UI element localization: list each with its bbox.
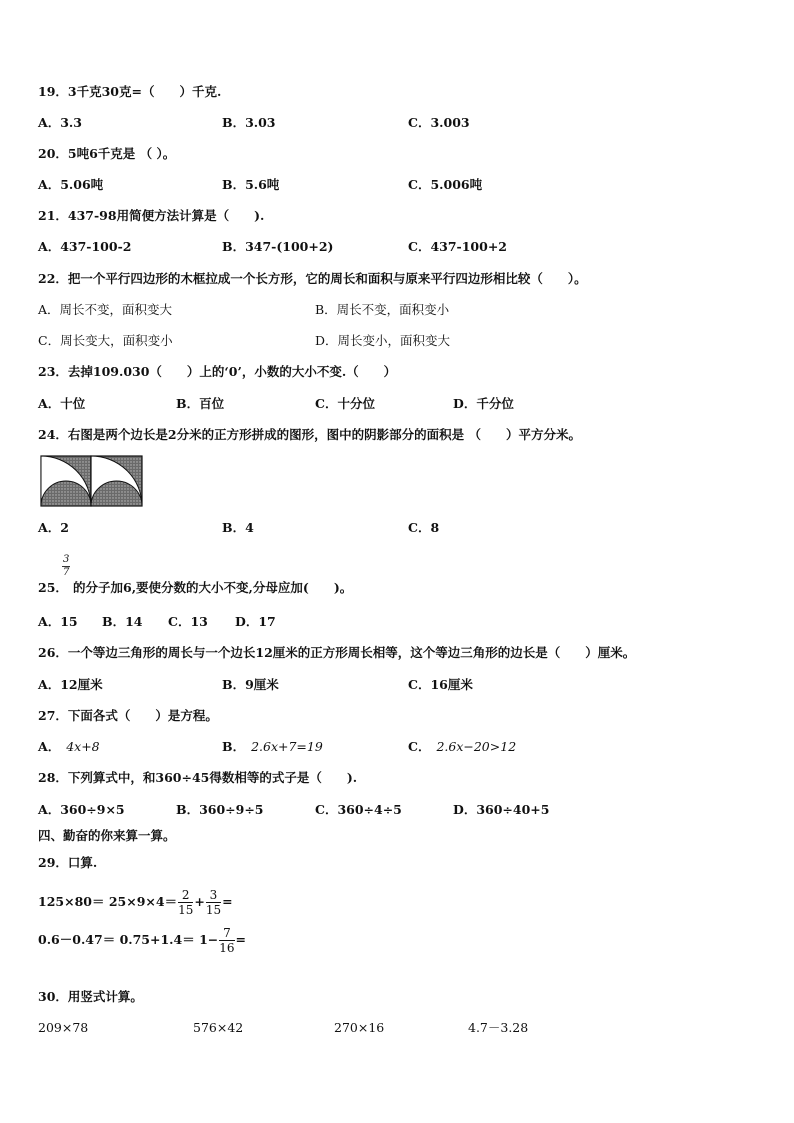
q29-row-2 (38, 925, 246, 955)
question-28-stem: 28．下列算式中，和360÷45得数相等的式子是（ ). (38, 770, 358, 785)
q29-fraction-1-numerator: 2 (178, 888, 193, 903)
q27-option-a (38, 739, 100, 755)
q28-option-b: B．360÷9÷5 (176, 802, 264, 817)
q29-fraction-2-numerator: 3 (206, 888, 221, 903)
q25-option-b: B．14 (102, 614, 143, 629)
question-20-stem: 20．5吨6千克是 （ ）。 (38, 146, 176, 161)
q23-option-a: A．十位 (38, 396, 86, 411)
q30-expr-4: 4.7－3.28 (468, 1020, 529, 1035)
q25-option-a: A．15 (38, 614, 78, 629)
question-21-stem: 21．437-98用简便方法计算是（ ). (38, 208, 265, 223)
q22-option-b: B．周长不变，面积变小 (315, 302, 450, 317)
shaded-squares-figure (40, 455, 144, 507)
q27-option-b (222, 739, 323, 755)
q30-expr-3: 270×16 (334, 1020, 385, 1035)
question-22-stem: 22．把一个平行四边形的木框拉成一个长方形，它的周长和面积与原来平行四边形相比较（ ）。 (38, 271, 587, 286)
q28-option-d: D．360÷40+5 (453, 802, 550, 817)
q29-fraction-2-denominator: 15 (205, 903, 222, 917)
q28-option-c: C．360÷4÷5 (315, 802, 402, 817)
q29-expr-2: 25×9×4＝ (108, 894, 178, 909)
q20-option-a: A．5.06吨 (38, 177, 104, 192)
q27-option-a-expr: 4x+8 (66, 739, 100, 754)
q29-equals-1: = (222, 894, 233, 909)
q25-option-c: C．13 (168, 614, 208, 629)
q24-option-b: B．4 (222, 520, 254, 535)
q29-expr-4: 0.6－0.47＝ (38, 932, 116, 947)
q27-option-c-label: C． (408, 739, 431, 754)
q29-fraction-3 (219, 926, 234, 955)
q21-option-a: A．437-100-2 (38, 239, 132, 254)
q29-expr-1: 125×80＝ (38, 894, 105, 909)
q27-option-a-label: A． (38, 739, 61, 754)
q26-option-a: A．12厘米 (38, 677, 103, 692)
q26-option-c: C．16厘米 (408, 677, 473, 692)
question-29-stem: 29．口算. (38, 855, 98, 870)
q29-fraction-3-denominator: 16 (219, 941, 235, 955)
q19-option-a: A．3.3 (38, 115, 82, 130)
q29-row-1 (38, 887, 233, 917)
q27-option-c (408, 739, 516, 755)
q20-option-b: B．5.6吨 (222, 177, 280, 192)
question-19-stem: 19．3千克30克=（ ）千克. (38, 84, 222, 99)
q22-option-a: A．周长不变，面积变大 (38, 302, 173, 317)
q25-fraction-numerator: 3 (63, 554, 70, 565)
q29-fraction-1-denominator: 15 (178, 903, 194, 917)
q19-option-b: B．3.03 (222, 115, 276, 130)
q29-fraction-2 (206, 888, 221, 917)
q23-option-b: B．百位 (176, 396, 225, 411)
q21-option-b: B．347-(100+2) (222, 239, 334, 254)
q29-expr-5: 0.75+1.4＝ (119, 932, 195, 947)
q30-expr-2: 576×42 (193, 1020, 244, 1035)
q22-option-d: D．周长变小，面积变大 (315, 333, 451, 348)
q28-option-a: A．360÷9×5 (38, 802, 125, 817)
q21-option-c: C．437-100+2 (408, 239, 507, 254)
q19-option-c: C．3.003 (408, 115, 470, 130)
question-25-number: 25． (38, 580, 68, 595)
question-25-stem: 的分子加6,要使分数的大小不变,分母应加( )。 (73, 580, 353, 595)
q23-option-d: D．千分位 (453, 396, 514, 411)
q29-fraction-1 (178, 888, 193, 917)
question-30-stem: 30．用竖式计算。 (38, 989, 143, 1004)
q27-option-c-expr: 2.6x−20>12 (436, 739, 517, 754)
q29-fraction-3-numerator: 7 (219, 926, 234, 941)
q25-fraction (62, 554, 70, 579)
section-heading: 四、勤奋的你来算一算。 (38, 828, 176, 843)
q23-option-c: C．十分位 (315, 396, 375, 411)
question-27-stem: 27．下面各式（ ）是方程。 (38, 708, 218, 723)
q29-expr-6: 1− (199, 932, 219, 947)
q29-plus-sign: + (194, 894, 205, 909)
q24-option-a: A．2 (38, 520, 69, 535)
question-26-stem: 26．一个等边三角形的周长与一个边长12厘米的正方形周长相等，这个等边三角形的边长是（ ）厘米。 (38, 645, 636, 660)
q25-option-d: D．17 (235, 614, 276, 629)
q27-option-b-label: B． (222, 739, 246, 754)
q29-equals-2: = (235, 932, 247, 947)
q25-fraction-denominator: 7 (63, 567, 70, 578)
q27-option-b-expr: 2.6x+7=19 (251, 739, 323, 754)
q30-expr-1: 209×78 (38, 1020, 89, 1035)
q22-option-c: C．周长变大，面积变小 (38, 333, 173, 348)
q20-option-c: C．5.006吨 (408, 177, 483, 192)
question-24-stem: 24．右图是两个边长是2分米的正方形拼成的图形，图中的阴影部分的面积是 （ ）平方分米。 (38, 427, 581, 442)
q24-option-c: C．8 (408, 520, 440, 535)
q26-option-b: B．9厘米 (222, 677, 279, 692)
question-23-stem: 23．去掉109.030（ ）上的‘0’，小数的大小不变.（ ） (38, 364, 397, 379)
